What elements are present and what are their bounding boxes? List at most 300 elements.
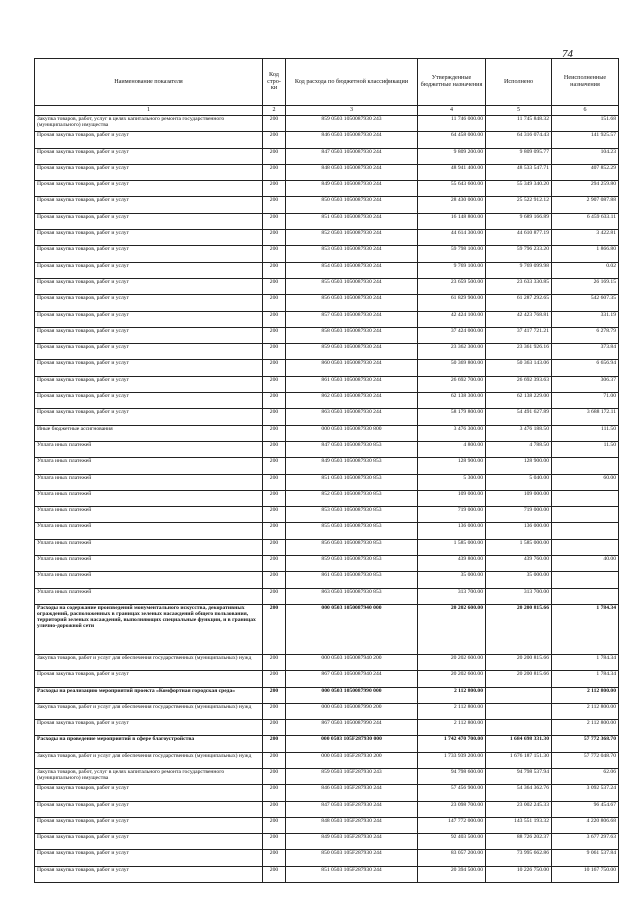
row-executed: 61 287 292.65 — [486, 295, 552, 311]
page-number: 74 — [562, 48, 573, 60]
row-executed: 9 769 099.98 — [486, 262, 552, 278]
row-executed: 23 633 330.85 — [486, 278, 552, 294]
row-executed: 73 995 662.86 — [486, 850, 552, 866]
row-code: 200 — [263, 230, 286, 246]
row-executed: 23 002 245.33 — [486, 801, 552, 817]
row-name: Прочая закупка товаров, работ и услуг — [35, 230, 263, 246]
row-approved: 37 424 000.00 — [418, 327, 486, 343]
row-name: Прочая закупка товаров, работ и услуг — [35, 311, 263, 327]
row-name: Прочая закупка товаров, работ и услуг — [35, 785, 263, 801]
row-name: Прочая закупка товаров, работ и услуг — [35, 132, 263, 148]
table-row — [35, 720, 619, 736]
row-code: 200 — [263, 116, 286, 132]
row-approved: 92 403 500.00 — [418, 834, 486, 850]
column-number-row — [35, 106, 619, 116]
row-remaining: 373.84 — [552, 344, 619, 360]
table-row — [35, 785, 619, 801]
header-classification: Код расхода по бюджетной классификации — [286, 59, 418, 106]
row-name: Прочая закупка товаров, работ и услуг — [35, 360, 263, 376]
row-approved: 94 798 600.00 — [418, 768, 486, 784]
row-classification: 849 0503 1050087930 244 — [286, 181, 418, 197]
row-classification: 863 0503 1050087930 853 — [286, 588, 418, 604]
row-classification: 849 0503 1050087930 853 — [286, 458, 418, 474]
row-name: Уплата иных платежей — [35, 523, 263, 539]
row-name: Прочая закупка товаров, работ и услуг — [35, 246, 263, 262]
row-remaining: 0.02 — [552, 262, 619, 278]
table-row — [35, 262, 619, 278]
row-remaining: 71.00 — [552, 393, 619, 409]
header-remaining: Неисполненные назначения — [552, 59, 619, 106]
row-classification: 000 0503 1050087990 200 — [286, 703, 418, 719]
row-code: 200 — [263, 197, 286, 213]
row-name: Уплата иных платежей — [35, 474, 263, 490]
row-approved: 4 800.00 — [418, 441, 486, 457]
row-classification: 851 0503 1050087930 853 — [286, 474, 418, 490]
table-row — [35, 572, 619, 588]
row-executed: 10 226 750.00 — [486, 866, 552, 882]
row-code: 200 — [263, 327, 286, 343]
row-code: 200 — [263, 801, 286, 817]
row-classification: 847 0503 1050087930 244 — [286, 148, 418, 164]
row-remaining: 2 907 087.88 — [552, 197, 619, 213]
row-name: Расходы на содержание произведений монументального искусства, декоративных ограждений, расположенных в границах зеленых насаждений общего пользования, территорий зеленых насаждений, выполняющих специальные функции, и в границах улично-дорожной сети — [35, 604, 263, 654]
row-executed: 59 796 233.20 — [486, 246, 552, 262]
row-approved: 57 456 900.00 — [418, 785, 486, 801]
row-approved: 23 362 300.00 — [418, 344, 486, 360]
row-classification: 859 0503 1050087930 243 — [286, 116, 418, 132]
table-row — [35, 556, 619, 572]
table-row — [35, 703, 619, 719]
row-code: 200 — [263, 752, 286, 768]
row-classification: 853 0503 1050087930 244 — [286, 246, 418, 262]
row-name: Прочая закупка товаров, работ и услуг — [35, 262, 263, 278]
row-executed: 20 200 815.66 — [486, 671, 552, 687]
table-row — [35, 295, 619, 311]
row-name: Прочая закупка товаров, работ и услуг — [35, 850, 263, 866]
row-name: Закупка товаров, работ, услуг в целях капитального ремонта государственного (муниципального) имущества — [35, 116, 263, 132]
row-approved: 23 659 500.00 — [418, 278, 486, 294]
row-executed: 62 138 229.00 — [486, 393, 552, 409]
row-name: Прочая закупка товаров, работ и услуг — [35, 164, 263, 180]
row-remaining: 1 784.34 — [552, 604, 619, 654]
row-classification: 851 0503 105F287930 244 — [286, 866, 418, 882]
table-row — [35, 801, 619, 817]
row-name: Прочая закупка товаров, работ и услуг — [35, 344, 263, 360]
row-code: 200 — [263, 181, 286, 197]
row-remaining: 1 784.34 — [552, 654, 619, 670]
row-remaining: 294 259.80 — [552, 181, 619, 197]
row-name: Расходы на реализацию мероприятий проекта «Комфортная городская среда» — [35, 687, 263, 703]
table-row — [35, 181, 619, 197]
table-row — [35, 654, 619, 670]
row-remaining: 3 422.81 — [552, 230, 619, 246]
row-code: 200 — [263, 866, 286, 882]
row-name: Закупка товаров, работ и услуг для обеспечения государственных (муниципальных) нужд — [35, 654, 263, 670]
row-code: 200 — [263, 246, 286, 262]
row-approved: 20 202 600.00 — [418, 654, 486, 670]
table-row — [35, 736, 619, 752]
row-executed — [486, 703, 552, 719]
table-row — [35, 687, 619, 703]
header-name: Наименование показателя — [35, 59, 263, 106]
row-remaining: 104.23 — [552, 148, 619, 164]
row-name: Уплата иных платежей — [35, 539, 263, 555]
table-row — [35, 507, 619, 523]
row-approved: 42 424 100.00 — [418, 311, 486, 327]
row-name: Прочая закупка товаров, работ и услуг — [35, 720, 263, 736]
row-approved: 9 809 200.00 — [418, 148, 486, 164]
column-number: 6 — [552, 106, 619, 116]
row-executed: 88 726 202.37 — [486, 834, 552, 850]
row-remaining: 3 677 297.63 — [552, 834, 619, 850]
column-number: 5 — [486, 106, 552, 116]
row-code: 200 — [263, 850, 286, 866]
row-remaining — [552, 588, 619, 604]
row-classification: 852 0503 1050087930 853 — [286, 490, 418, 506]
table-row — [35, 752, 619, 768]
row-executed: 9 689 166.89 — [486, 213, 552, 229]
row-name: Прочая закупка товаров, работ и услуг — [35, 327, 263, 343]
header-code: Код стро-ки — [263, 59, 286, 106]
row-classification: 856 0503 1050087930 244 — [286, 295, 418, 311]
row-classification: 000 0503 105F287930 200 — [286, 752, 418, 768]
row-name: Прочая закупка товаров, работ и услуг — [35, 817, 263, 833]
row-remaining: 11.50 — [552, 441, 619, 457]
row-code: 200 — [263, 490, 286, 506]
table-row — [35, 116, 619, 132]
table-row — [35, 148, 619, 164]
row-remaining: 4 220 806.68 — [552, 817, 619, 833]
table-row — [35, 278, 619, 294]
table-row — [35, 327, 619, 343]
row-classification: 861 0503 1050087930 244 — [286, 376, 418, 392]
row-approved: 2 112 800.00 — [418, 720, 486, 736]
row-code: 200 — [263, 654, 286, 670]
table-row — [35, 132, 619, 148]
budget-execution-table — [34, 58, 619, 883]
row-code: 200 — [263, 687, 286, 703]
table-row — [35, 344, 619, 360]
table-row — [35, 817, 619, 833]
row-code: 200 — [263, 132, 286, 148]
table-row — [35, 164, 619, 180]
row-classification: 848 0503 105F287930 244 — [286, 817, 418, 833]
row-code: 200 — [263, 523, 286, 539]
row-code: 200 — [263, 785, 286, 801]
row-executed: 25 522 912.12 — [486, 197, 552, 213]
row-remaining: 141 925.57 — [552, 132, 619, 148]
row-remaining: 6 459 633.11 — [552, 213, 619, 229]
row-remaining — [552, 507, 619, 523]
column-number: 1 — [35, 106, 263, 116]
row-code: 200 — [263, 213, 286, 229]
table-row — [35, 360, 619, 376]
row-code: 200 — [263, 458, 286, 474]
table-row — [35, 425, 619, 441]
row-remaining: 10 167 750.00 — [552, 866, 619, 882]
row-classification: 000 0503 1050087990 000 — [286, 687, 418, 703]
row-approved: 1 585 000.00 — [418, 539, 486, 555]
row-classification: 859 0503 1050087930 853 — [286, 556, 418, 572]
row-classification: 859 0503 1050087930 244 — [286, 344, 418, 360]
row-classification: 853 0503 1050087930 853 — [286, 507, 418, 523]
row-remaining: 6 278.79 — [552, 327, 619, 343]
row-approved: 26 692 700.00 — [418, 376, 486, 392]
row-code: 200 — [263, 148, 286, 164]
row-code: 200 — [263, 311, 286, 327]
table-row — [35, 539, 619, 555]
row-classification: 856 0503 1050087930 853 — [286, 539, 418, 555]
row-executed: 37 417 721.21 — [486, 327, 552, 343]
row-classification: 867 0503 1050087990 244 — [286, 720, 418, 736]
row-executed: 9 809 095.77 — [486, 148, 552, 164]
row-remaining: 2 112 800.00 — [552, 703, 619, 719]
row-code: 200 — [263, 344, 286, 360]
row-remaining — [552, 458, 619, 474]
table-row — [35, 474, 619, 490]
row-approved: 3 476 300.00 — [418, 425, 486, 441]
row-classification: 000 0503 105F287930 000 — [286, 736, 418, 752]
row-executed: 35 000.00 — [486, 572, 552, 588]
row-executed: 128 900.00 — [486, 458, 552, 474]
row-approved: 11 746 000.00 — [418, 116, 486, 132]
row-remaining: 2 112 800.00 — [552, 720, 619, 736]
row-executed: 20 200 815.66 — [486, 654, 552, 670]
row-classification: 863 0503 1050087930 244 — [286, 409, 418, 425]
row-name: Иные бюджетные ассигнования — [35, 425, 263, 441]
row-code: 200 — [263, 768, 286, 784]
row-code: 200 — [263, 572, 286, 588]
row-approved: 28 430 000.00 — [418, 197, 486, 213]
table-row — [35, 458, 619, 474]
row-executed: 94 798 537.94 — [486, 768, 552, 784]
row-remaining — [552, 490, 619, 506]
table-row — [35, 834, 619, 850]
row-executed: 64 316 074.43 — [486, 132, 552, 148]
row-executed: 48 533 547.71 — [486, 164, 552, 180]
table-row — [35, 409, 619, 425]
row-approved: 59 798 100.00 — [418, 246, 486, 262]
row-name: Прочая закупка товаров, работ и услуг — [35, 834, 263, 850]
table-row — [35, 246, 619, 262]
row-remaining — [552, 539, 619, 555]
row-executed: 20 200 815.66 — [486, 604, 552, 654]
row-approved: 313 700.00 — [418, 588, 486, 604]
row-approved: 48 941 400.00 — [418, 164, 486, 180]
column-number: 4 — [418, 106, 486, 116]
row-name: Уплата иных платежей — [35, 556, 263, 572]
table-row — [35, 850, 619, 866]
row-code: 200 — [263, 604, 286, 654]
row-approved: 1 733 939 200.00 — [418, 752, 486, 768]
row-name: Прочая закупка товаров, работ и услуг — [35, 148, 263, 164]
row-classification: 858 0503 1050087930 244 — [286, 327, 418, 343]
row-classification: 000 0503 1050087930 800 — [286, 425, 418, 441]
row-remaining: 1 866.80 — [552, 246, 619, 262]
table-row — [35, 768, 619, 784]
row-name: Прочая закупка товаров, работ и услуг — [35, 181, 263, 197]
row-code: 200 — [263, 736, 286, 752]
row-remaining: 9 061 537.84 — [552, 850, 619, 866]
row-executed: 719 000.00 — [486, 507, 552, 523]
row-remaining: 40.00 — [552, 556, 619, 572]
table-row — [35, 376, 619, 392]
row-remaining: 2 112 800.00 — [552, 687, 619, 703]
table-row — [35, 393, 619, 409]
row-remaining: 26 169.15 — [552, 278, 619, 294]
table-row — [35, 604, 619, 654]
row-name: Закупка товаров, работ, услуг в целях капитального ремонта государственного (муниципального) имущества — [35, 768, 263, 784]
row-classification: 852 0503 1050087930 244 — [286, 230, 418, 246]
row-classification: 850 0503 105F287930 244 — [286, 850, 418, 866]
row-code: 200 — [263, 556, 286, 572]
row-classification: 849 0503 105F287930 244 — [286, 834, 418, 850]
row-approved: 35 000.00 — [418, 572, 486, 588]
row-classification: 855 0503 1050087930 244 — [286, 278, 418, 294]
row-code: 200 — [263, 588, 286, 604]
column-number: 3 — [286, 106, 418, 116]
row-remaining: 3 688 172.11 — [552, 409, 619, 425]
row-code: 200 — [263, 376, 286, 392]
row-remaining: 331.19 — [552, 311, 619, 327]
table-row — [35, 311, 619, 327]
row-code: 200 — [263, 671, 286, 687]
row-approved: 50 369 800.00 — [418, 360, 486, 376]
row-approved: 55 643 600.00 — [418, 181, 486, 197]
row-remaining: 111.50 — [552, 425, 619, 441]
row-remaining: 1 784.34 — [552, 671, 619, 687]
row-code: 200 — [263, 164, 286, 180]
row-classification: 859 0503 105F287930 243 — [286, 768, 418, 784]
row-approved: 62 138 300.00 — [418, 393, 486, 409]
row-approved: 20 394 500.00 — [418, 866, 486, 882]
row-executed: 44 610 877.19 — [486, 230, 552, 246]
row-classification: 000 0503 1050087940 200 — [286, 654, 418, 670]
row-remaining: 57 772 368.70 — [552, 736, 619, 752]
row-name: Прочая закупка товаров, работ и услуг — [35, 866, 263, 882]
header-executed: Исполнено — [486, 59, 552, 106]
row-code: 200 — [263, 539, 286, 555]
row-name: Прочая закупка товаров, работ и услуг — [35, 197, 263, 213]
row-name: Закупка товаров, работ и услуг для обеспечения государственных (муниципальных) нужд — [35, 703, 263, 719]
row-approved: 23 098 700.00 — [418, 801, 486, 817]
row-approved: 16 148 800.00 — [418, 213, 486, 229]
table-row — [35, 671, 619, 687]
row-approved: 439 800.00 — [418, 556, 486, 572]
row-approved: 20 202 600.00 — [418, 604, 486, 654]
row-approved: 20 202 600.00 — [418, 671, 486, 687]
row-classification: 846 0503 1050087930 244 — [286, 132, 418, 148]
row-classification: 855 0503 1050087930 853 — [286, 523, 418, 539]
table-header-row — [35, 59, 619, 106]
row-approved: 147 772 000.00 — [418, 817, 486, 833]
row-code: 200 — [263, 817, 286, 833]
row-code: 200 — [263, 507, 286, 523]
row-remaining: 96 454.67 — [552, 801, 619, 817]
table-row — [35, 197, 619, 213]
row-executed: 1 684 698 331.30 — [486, 736, 552, 752]
row-classification: 860 0503 1050087930 244 — [286, 360, 418, 376]
row-classification: 000 0503 1050087940 000 — [286, 604, 418, 654]
row-name: Прочая закупка товаров, работ и услуг — [35, 409, 263, 425]
row-remaining — [552, 572, 619, 588]
row-classification: 848 0503 1050087930 244 — [286, 164, 418, 180]
row-executed: 54 491 627.89 — [486, 409, 552, 425]
row-remaining: 151.68 — [552, 116, 619, 132]
row-approved: 61 829 900.00 — [418, 295, 486, 311]
table-row — [35, 441, 619, 457]
row-code: 200 — [263, 474, 286, 490]
row-code: 200 — [263, 425, 286, 441]
row-executed: 1 676 187 151.30 — [486, 752, 552, 768]
row-approved: 128 900.00 — [418, 458, 486, 474]
row-code: 200 — [263, 360, 286, 376]
row-executed: 42 423 768.81 — [486, 311, 552, 327]
row-executed: 313 700.00 — [486, 588, 552, 604]
row-classification: 846 0503 105F287930 244 — [286, 785, 418, 801]
row-remaining: 407 852.29 — [552, 164, 619, 180]
table-row — [35, 230, 619, 246]
row-name: Прочая закупка товаров, работ и услуг — [35, 671, 263, 687]
row-executed — [486, 687, 552, 703]
row-executed: 3 476 188.50 — [486, 425, 552, 441]
row-name: Уплата иных платежей — [35, 490, 263, 506]
row-remaining: 60.00 — [552, 474, 619, 490]
row-code: 200 — [263, 703, 286, 719]
row-approved: 9 769 100.00 — [418, 262, 486, 278]
row-executed: 5 040.00 — [486, 474, 552, 490]
row-name: Уплата иных платежей — [35, 441, 263, 457]
row-remaining: 3 092 537.24 — [552, 785, 619, 801]
row-executed: 55 349 340.20 — [486, 181, 552, 197]
row-classification: 867 0503 1050087940 244 — [286, 671, 418, 687]
header-approved: Утвержденные бюджетные назначения — [418, 59, 486, 106]
row-code: 200 — [263, 720, 286, 736]
row-name: Прочая закупка товаров, работ и услуг — [35, 393, 263, 409]
row-executed: 4 788.50 — [486, 441, 552, 457]
row-classification: 847 0503 105F287930 244 — [286, 801, 418, 817]
table-row — [35, 490, 619, 506]
row-remaining: 6 656.94 — [552, 360, 619, 376]
table-row — [35, 523, 619, 539]
row-name: Уплата иных платежей — [35, 572, 263, 588]
row-executed — [486, 720, 552, 736]
row-executed: 143 551 193.32 — [486, 817, 552, 833]
row-executed: 439 760.00 — [486, 556, 552, 572]
row-executed: 109 000.00 — [486, 490, 552, 506]
row-executed: 1 585 000.00 — [486, 539, 552, 555]
row-executed: 11 745 848.32 — [486, 116, 552, 132]
row-remaining: 306.37 — [552, 376, 619, 392]
row-name: Уплата иных платежей — [35, 507, 263, 523]
row-approved: 44 614 300.00 — [418, 230, 486, 246]
row-classification: 850 0503 1050087930 244 — [286, 197, 418, 213]
row-remaining: 57 772 048.70 — [552, 752, 619, 768]
table-row — [35, 213, 619, 229]
row-approved: 64 458 000.00 — [418, 132, 486, 148]
row-code: 200 — [263, 295, 286, 311]
table-row — [35, 866, 619, 882]
row-classification: 857 0503 1050087930 244 — [286, 311, 418, 327]
row-name: Прочая закупка товаров, работ и услуг — [35, 376, 263, 392]
row-executed: 136 000.00 — [486, 523, 552, 539]
row-approved: 83 057 200.00 — [418, 850, 486, 866]
row-name: Уплата иных платежей — [35, 458, 263, 474]
row-executed: 23 361 926.16 — [486, 344, 552, 360]
row-code: 200 — [263, 834, 286, 850]
row-executed: 54 364 362.76 — [486, 785, 552, 801]
row-name: Прочая закупка товаров, работ и услуг — [35, 213, 263, 229]
